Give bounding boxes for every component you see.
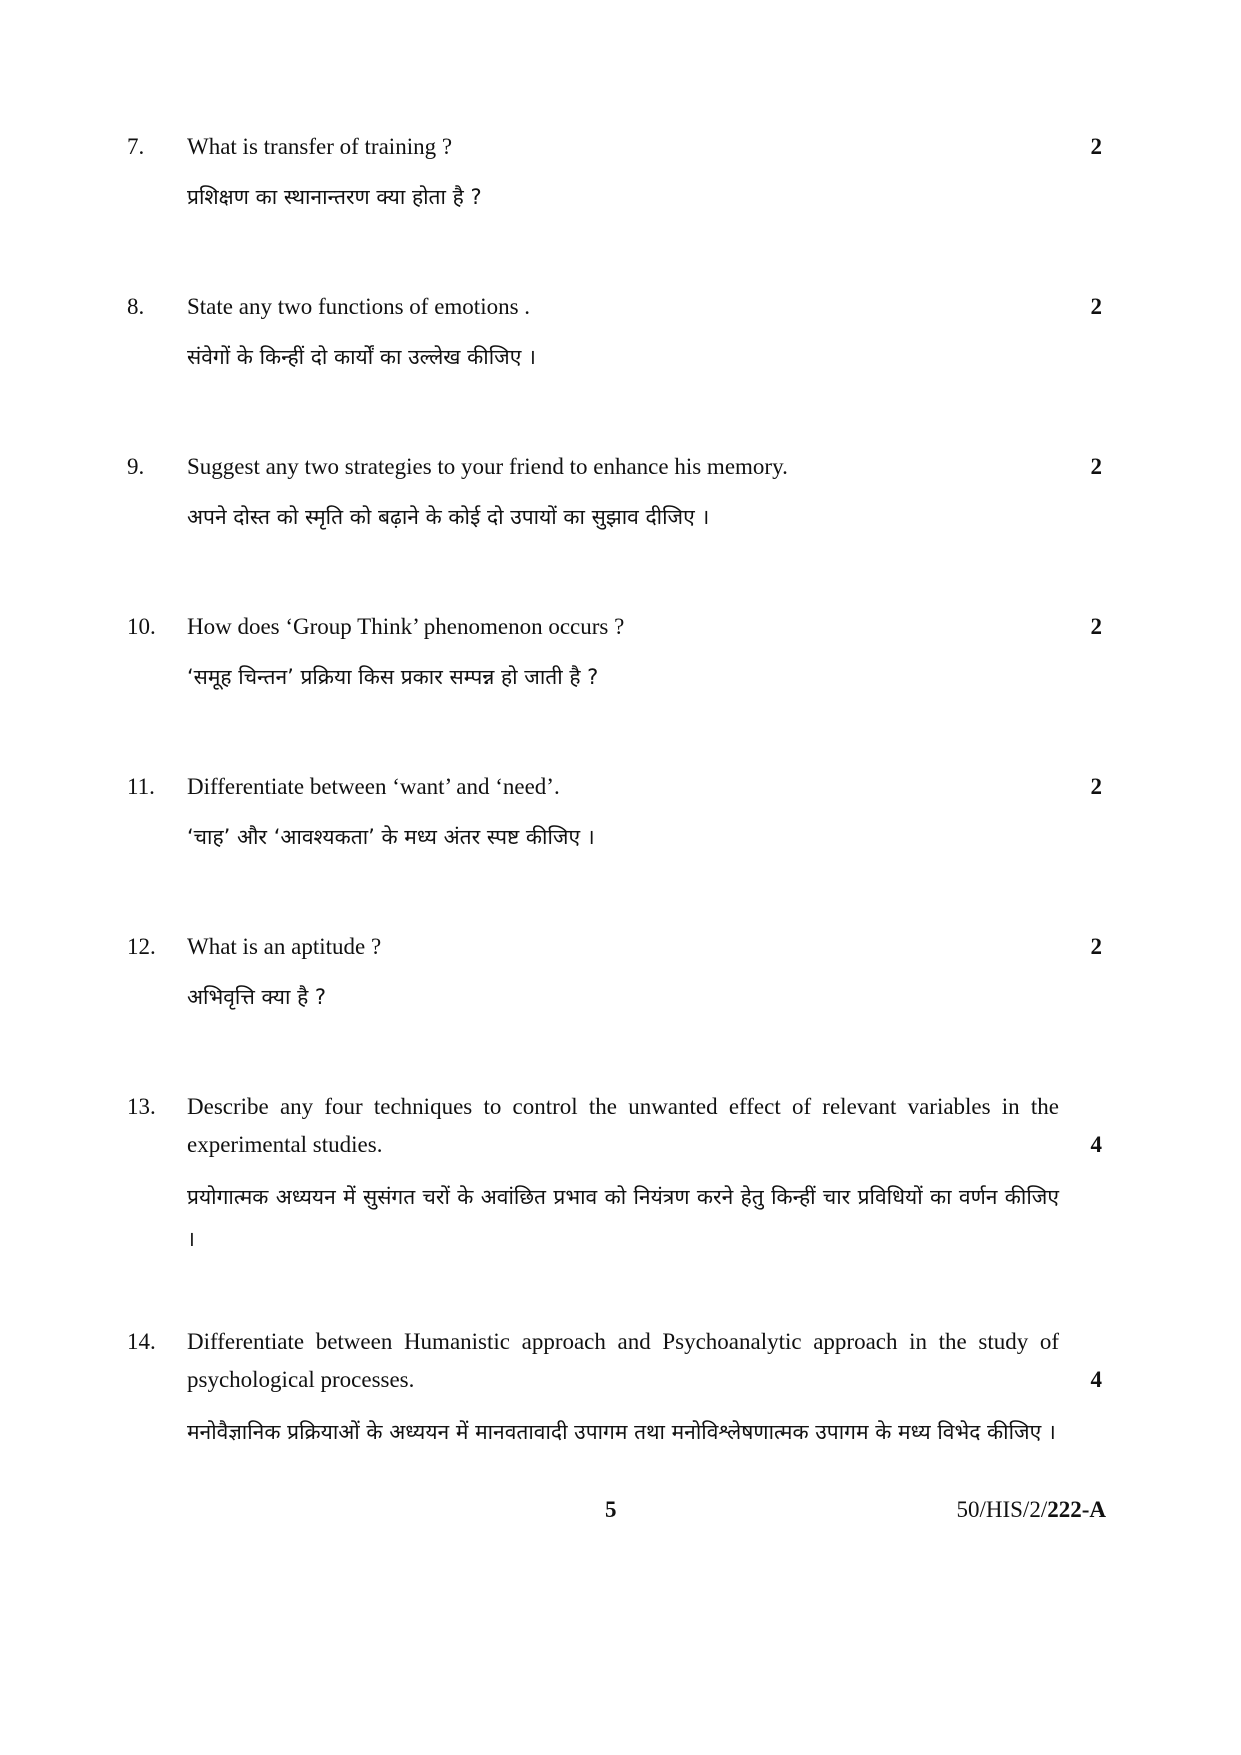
question-marks: 2 — [1090, 614, 1102, 639]
question-marks: 2 — [1090, 134, 1102, 159]
question-text-hindi: अभिवृत्ति क्या है ? — [187, 985, 327, 1009]
page-number: 5 — [605, 1497, 617, 1522]
question-text-hindi: संवेगों के किन्हीं दो कार्यों का उल्लेख कीजिए । — [187, 345, 536, 369]
question-text-hindi: ‘समूह चिन्तन’ प्रक्रिया किस प्रकार सम्पन्न हो जाती है ? — [187, 665, 599, 689]
question-marks: 2 — [1090, 294, 1102, 319]
question-marks: 4 — [1090, 1132, 1102, 1157]
paper-code-prefix: 50/HIS/2/ — [956, 1497, 1048, 1522]
question-text-hindi: प्रयोगात्मक अध्ययन में सुसंगत चरों के अवांछित प्रभाव को नियंत्रण करने हेतु किन्हीं चार प्रविधियों का वर्णन कीजिए । — [187, 1185, 1059, 1251]
question-text-english: What is transfer of training ? — [187, 134, 453, 159]
question-text-hindi: प्रशिक्षण का स्थानान्तरण क्या होता है ? — [187, 185, 482, 209]
question-marks: 2 — [1090, 774, 1102, 799]
question-number: 13. — [127, 1094, 156, 1119]
question-text-english: Suggest any two strategies to your friend to enhance his memory. — [187, 454, 788, 479]
question-text-english: State any two functions of emotions . — [187, 294, 531, 319]
question-number: 9. — [127, 454, 145, 479]
question-text-english: Differentiate between ‘want’ and ‘need’. — [187, 774, 560, 799]
question-number: 11. — [127, 774, 155, 799]
question-number: 10. — [127, 614, 156, 639]
question-marks: 2 — [1090, 934, 1102, 959]
question-text-hindi: मनोवैज्ञानिक प्रक्रियाओं के अध्ययन में मानवतावादी उपागम तथा मनोविश्लेषणात्मक उपागम के मध्य विभेद कीजिए । — [187, 1420, 1056, 1444]
question-text-english: How does ‘Group Think’ phenomenon occurs ? — [187, 614, 625, 639]
question-number: 7. — [127, 134, 145, 159]
question-number: 14. — [127, 1329, 156, 1354]
question-text-english: What is an aptitude ? — [187, 934, 382, 959]
question-text-english: Describe any four techniques to control the unwanted effect of relevant variables in the experimental studies. — [187, 1094, 1059, 1157]
question-marks: 4 — [1090, 1367, 1102, 1392]
question-marks: 2 — [1090, 454, 1102, 479]
question-text-hindi: अपने दोस्त को स्मृति को बढ़ाने के कोई दो उपायों का सुझाव दीजिए । — [187, 505, 710, 529]
question-text-english: Differentiate between Humanistic approach and Psychoanalytic approach in the study of psychological processes. — [187, 1329, 1059, 1392]
paper-code — [956, 1497, 1106, 1523]
paper-code-suffix: 222-A — [1047, 1497, 1106, 1522]
question-number: 8. — [127, 294, 145, 319]
question-number: 12. — [127, 934, 156, 959]
question-text-hindi: ‘चाह’ और ‘आवश्यकता’ के मध्य अंतर स्पष्ट कीजिए । — [187, 825, 595, 849]
